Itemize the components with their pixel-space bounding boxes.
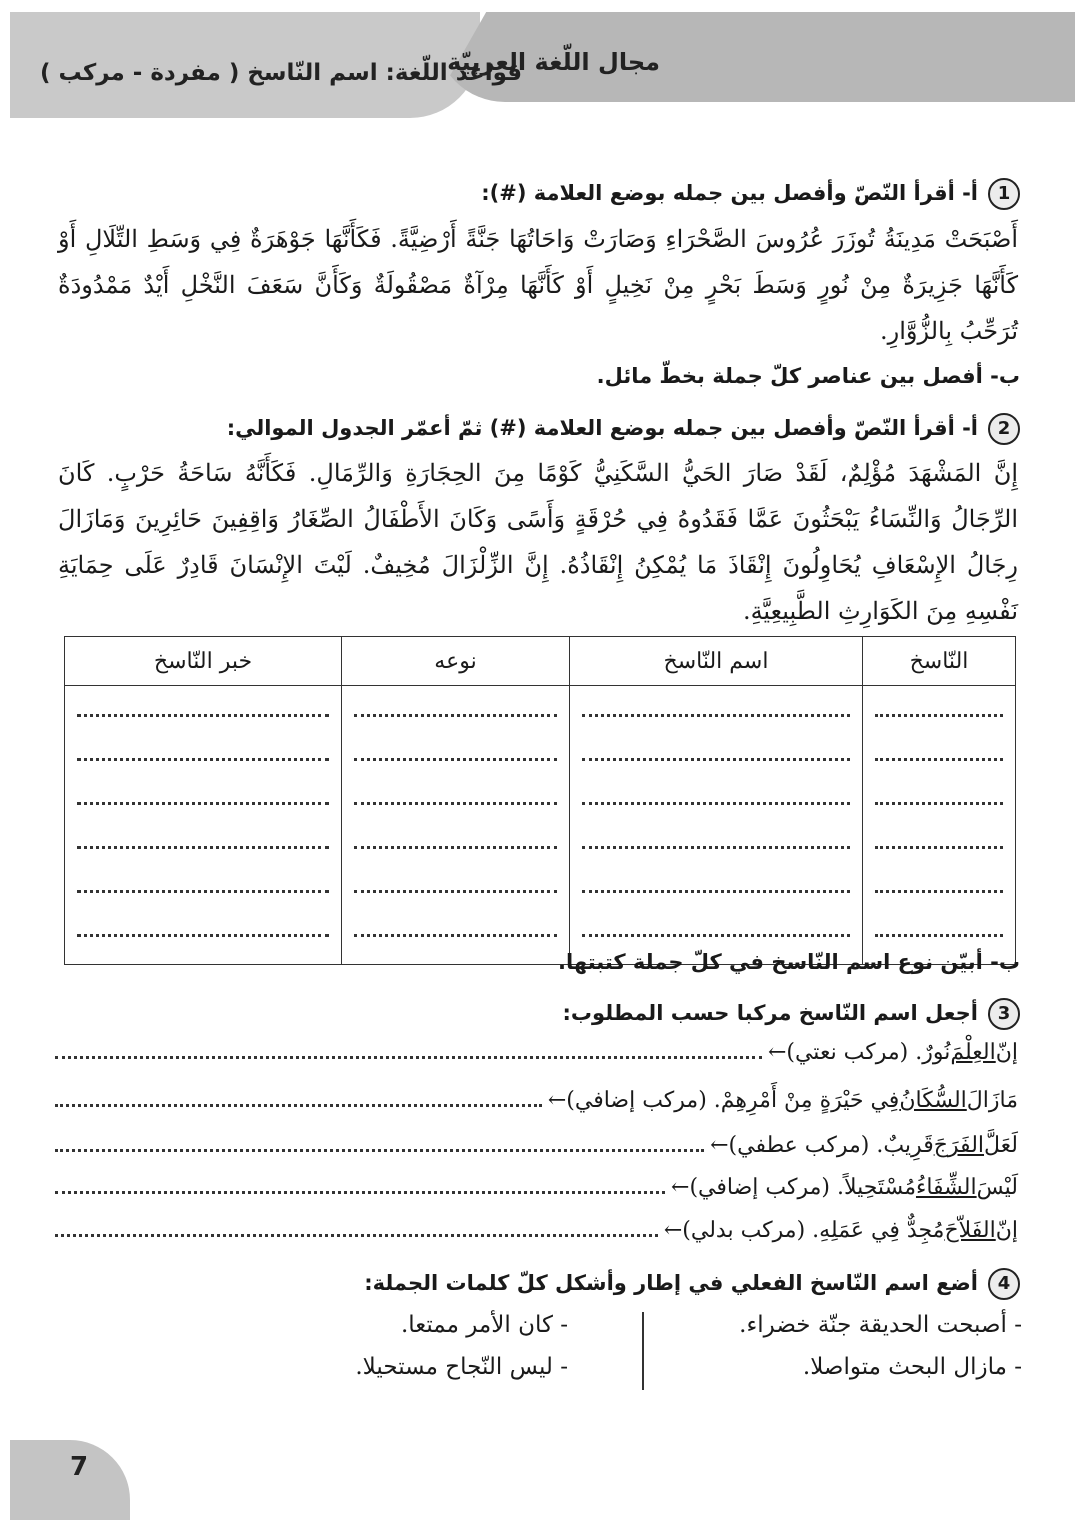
ex4-sentence: - أصبحت الحديقة جنّة خضراء. bbox=[739, 1312, 1022, 1338]
ex3-item-pre: إنّ bbox=[995, 1040, 1018, 1065]
ex3-item-underlined: العِلْمَ bbox=[950, 1040, 996, 1065]
ex3-item bbox=[55, 1218, 1018, 1243]
table-header-row bbox=[65, 637, 1016, 686]
ex3-item bbox=[55, 1088, 1018, 1113]
ex1-text: أَصْبَحَتْ مَدِينَةُ تُوزَرَ عُرُوسَ الصَّحْرَاءِ وَصَارَتْ وَاحَاتُهَا جَنَّةً أَرْضِيَّةً. فَكَأَنَّهَا جَوْهَرَةٌ فِي وَسَطِ التِّلَالِ أَوْ كَأَنَّهَا جَزِيرَةٌ مِنْ نُورٍ وَسَطَ بَحْرٍ مِنْ نَخِيلٍ أَوْ كَأَنَّهَا مِرْآةٌ مَصْقُولَةٌ وَكَأَنَّ سَعَفَ النَّخْلِ أَيْدٌ مَمْدُودَةٌ تُرَحِّبُ بِالزُّوَّارِ. bbox=[58, 225, 1018, 345]
answer-cell-nasikh[interactable] bbox=[863, 686, 1016, 965]
answer-line[interactable] bbox=[55, 1055, 762, 1059]
ex3-item bbox=[55, 1040, 1018, 1065]
ex3-item bbox=[55, 1133, 1018, 1158]
arrow-icon: ← bbox=[547, 1088, 567, 1113]
exercise-number-badge: 2 bbox=[988, 413, 1020, 445]
ex3-item-post: قَرِيبٌ. (مركب عطفي) bbox=[728, 1133, 934, 1158]
page-number: 7 bbox=[70, 1452, 89, 1482]
ex1-instruction-b: ب- أفصل بين عناصر كلّ جملة بخطّ مائل. bbox=[596, 364, 1020, 388]
ex4-instruction bbox=[364, 1268, 1020, 1300]
ex3-item-pre: لَعَلَّ bbox=[984, 1133, 1018, 1158]
ex3-item-pre: لَيْسَ bbox=[976, 1175, 1018, 1200]
ex3-item-post: نُورٌ. (مركب نعتي) bbox=[786, 1040, 951, 1065]
ex3-item-underlined: السُّكَانُ bbox=[899, 1088, 967, 1113]
ex3-item-underlined: الشِّفَاءُ bbox=[915, 1175, 977, 1200]
col-header-nasikh: النّاسخ bbox=[863, 637, 1016, 686]
ex2-instruction-a bbox=[227, 413, 1020, 445]
arrow-icon: ← bbox=[663, 1218, 683, 1243]
ex3-item-pre: مَازَالَ bbox=[966, 1088, 1018, 1113]
column-divider bbox=[642, 1312, 644, 1390]
ex3-item-post: مُجِدٌّ فِي عَمَلِهِ. (مركب بدلي) bbox=[682, 1218, 945, 1243]
ex1-instruction-a bbox=[481, 178, 1020, 210]
ex4-instruction-text: أضع اسم النّاسخ الفعلي في إطار وأشكل كلّ كلمات الجملة: bbox=[364, 1271, 978, 1295]
exercise-number-badge: 3 bbox=[988, 998, 1020, 1030]
ex3-item-underlined: الفَلاّحَ bbox=[944, 1218, 996, 1243]
answer-line[interactable] bbox=[55, 1190, 665, 1194]
ex3-instruction bbox=[563, 998, 1020, 1030]
ex2-instruction-b: ب- أبيّن نوع اسم النّاسخ في كلّ جملة كتبتها. bbox=[557, 950, 1020, 974]
ex4-sentence: - ليس النّجاح مستحيلا. bbox=[355, 1354, 568, 1380]
exercise-number-badge: 4 bbox=[988, 1268, 1020, 1300]
ex3-item-post: مُسْتَحِيلاً. (مركب إضافي) bbox=[689, 1175, 916, 1200]
answer-cell-khabar[interactable] bbox=[65, 686, 342, 965]
ex3-instruction-text: أجعل اسم النّاسخ مركبا حسب المطلوب: bbox=[562, 1001, 978, 1025]
exercise-number-badge: 1 bbox=[988, 178, 1020, 210]
lesson-title: قواعد اللّغة: اسم النّاسخ ( مفردة - مركب ) bbox=[40, 60, 523, 86]
answer-line[interactable] bbox=[55, 1103, 542, 1107]
arrow-icon: ← bbox=[710, 1133, 729, 1158]
answer-cell-ism-nasikh[interactable] bbox=[570, 686, 863, 965]
ex3-item-underlined: الفَرَجَ bbox=[933, 1133, 985, 1158]
ex3-item bbox=[55, 1175, 1018, 1200]
ex3-item-pre: إنّ bbox=[995, 1218, 1018, 1243]
answer-line[interactable] bbox=[55, 1233, 658, 1237]
col-header-type: نوعه bbox=[342, 637, 570, 686]
ex2-text: إِنَّ المَشْهَدَ مُؤْلِمٌ، لَقَدْ صَارَ الحَيُّ السَّكَنِيُّ كَوْمًا مِنَ الحِجَارَةِ وَالرِّمَالِ. فَكَأَنَّهُ سَاحَةُ حَرْبٍ. كَانَ الرِّجَالُ وَالنِّسَاءُ يَبْحَثُونَ عَمَّا فَقَدُوهُ فِي حُرْقَةٍ وَأَسًى وَكَانَ الأَطْفَالُ الصِّغَارُ وَاقِفِينَ حَائِرِينَ وَمَازَالَ رِجَالُ الإِسْعَافِ يُحَاوِلُونَ إِنْقَاذَ مَا يُمْكِنُ إِنْقَاذُهُ. إِنَّ الزِّلْزَالَ مُخِيفٌ. لَيْتَ الإِنْسَانَ قَادِرٌ عَلَى حِمَايَةِ نَفْسِهِ مِنَ الكَوَارِثِ الطَّبِيعِيَّةِ. bbox=[58, 459, 1019, 625]
arrow-icon: ← bbox=[767, 1040, 787, 1065]
arrow-icon: ← bbox=[671, 1175, 690, 1200]
col-header-khabar: خبر النّاسخ bbox=[65, 637, 342, 686]
ex4-sentence: - كان الأمر ممتعا. bbox=[400, 1312, 568, 1338]
domain-title: مجال اللّغة العربيّة bbox=[447, 48, 660, 76]
col-header-ism-nasikh: اسم النّاسخ bbox=[570, 637, 863, 686]
ex3-item-post: فِي حَيْرَةٍ مِنْ أَمْرِهِمْ. (مركب إضافي) bbox=[566, 1088, 900, 1113]
ex4-sentence: - مازال البحث متواصلا. bbox=[802, 1354, 1022, 1380]
ex1-instruction-a-text: أ- أقرأ النّصّ وأفصل بين جمله بوضع العلامة (#): bbox=[481, 181, 978, 205]
answer-line[interactable] bbox=[55, 1148, 704, 1152]
answer-table bbox=[64, 636, 1016, 965]
table-row bbox=[65, 686, 1016, 965]
answer-cell-type[interactable] bbox=[342, 686, 570, 965]
ex2-instruction-a-text: أ- أقرأ النّصّ وأفصل بين جمله بوضع العلامة (#) ثمّ أعمّر الجدول الموالي: bbox=[226, 416, 978, 440]
